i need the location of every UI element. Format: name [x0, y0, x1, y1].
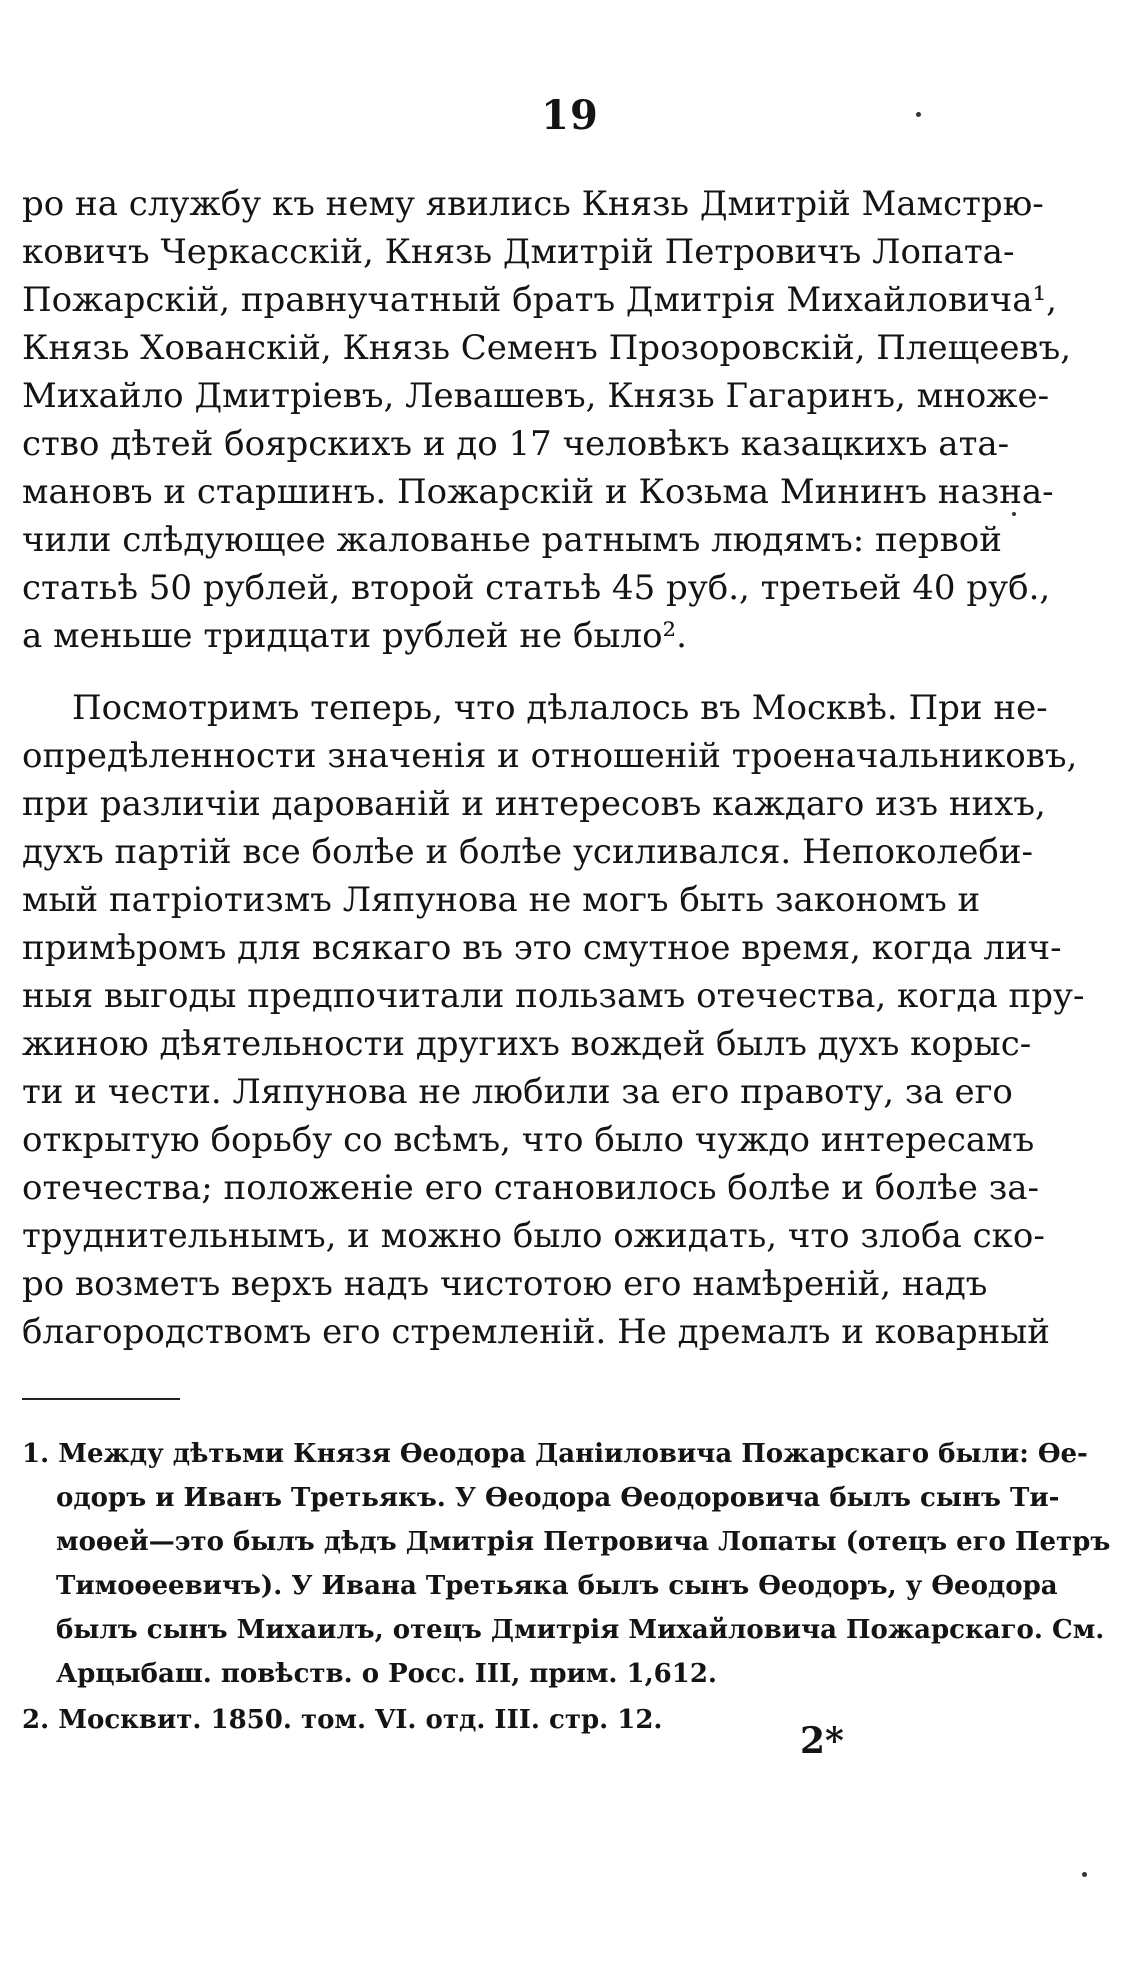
text-line: при различіи дарованій и интересовъ каждаго изъ нихъ, — [22, 784, 1046, 824]
text-line: примѣромъ для всякаго въ это смутное время, когда лич- — [22, 928, 1062, 968]
text-line: открытую борьбу со всѣмъ, что было чуждо интересамъ — [22, 1120, 1035, 1160]
dust-speck — [916, 112, 921, 117]
page-number: 19 — [541, 92, 599, 139]
text-line: Пожарскій, правнучатный братъ Дмитрія Михайловича¹, — [22, 280, 1057, 320]
text-line: мый патріотизмъ Ляпунова не могъ быть закономъ и — [22, 880, 981, 920]
text-line: Михайло Дмитріевъ, Левашевъ, Князь Гагаринъ, множе- — [22, 376, 1050, 416]
footnote-line: былъ сынъ Михаилъ, отецъ Дмитрія Михайловича Пожарскаго. См. — [56, 1615, 1105, 1645]
footnote-1 — [22, 1432, 1111, 1696]
text-line: Князь Хованскій, Князь Семенъ Прозоровскій, Плещеевъ, — [22, 328, 1072, 368]
text-line: ство дѣтей боярскихъ и до 17 человѣкъ казацкихъ ата- — [22, 424, 1010, 464]
text-line: а меньше тридцати рублей не было². — [22, 616, 687, 656]
signature-mark: 2* — [800, 1720, 844, 1762]
text-line: труднительнымъ, и можно было ожидать, что злоба ско- — [22, 1216, 1045, 1256]
paragraph-2 — [22, 684, 1085, 1356]
paragraph-1 — [22, 180, 1072, 660]
text-line: статьѣ 50 рублей, второй статьѣ 45 руб., третьей 40 руб., — [22, 568, 1051, 608]
footnote-line: Тимоѳеевичъ). У Ивана Третьяка былъ сынъ Ѳеодоръ, у Ѳеодора — [56, 1571, 1058, 1601]
footnote-divider — [22, 1398, 180, 1400]
dust-speck — [1012, 512, 1016, 516]
text-line: отечества; положеніе его становилось болѣе и болѣе за- — [22, 1168, 1039, 1208]
text-line: жиною дѣятельности другихъ вождей былъ духъ корыс- — [22, 1024, 1032, 1064]
text-line: опредѣленности значенія и отношеній троеначальниковъ, — [22, 736, 1078, 776]
text-line: ро на службу къ нему явились Князь Дмитрій Мамстрю- — [22, 184, 1044, 224]
text-line: Посмотримъ теперь, что дѣлалось въ Москвѣ. При не- — [72, 688, 1048, 728]
footnote-2: 2. Москвит. 1850. том. VI. отд. III. стр. 12. — [22, 1705, 663, 1735]
text-line: ныя выгоды предпочитали пользамъ отечества, когда пру- — [22, 976, 1085, 1016]
text-line: чили слѣдующее жалованье ратнымъ людямъ: первой — [22, 520, 1002, 560]
text-line: ти и чести. Ляпунова не любили за его правоту, за его — [22, 1072, 1013, 1112]
footnote-line: Арцыбаш. повѣств. о Росс. III, прим. 1,612. — [56, 1659, 717, 1689]
text-line: мановъ и старшинъ. Пожарскій и Козьма Мининъ назна- — [22, 472, 1054, 512]
footnote-line: 1. Между дѣтьми Князя Ѳеодора Даніиловича Пожарскаго были: Ѳе- — [22, 1439, 1088, 1469]
text-line: ро возметъ верхъ надъ чистотою его намѣреній, надъ — [22, 1264, 988, 1304]
footnote-line: моѳей—это былъ дѣдъ Дмитрія Петровича Лопаты (отецъ его Петръ — [56, 1527, 1111, 1557]
dust-speck — [1082, 1872, 1087, 1877]
footnote-line: одоръ и Иванъ Третьякъ. У Ѳеодора Ѳеодоровича былъ сынъ Ти- — [56, 1483, 1060, 1513]
text-line: благородствомъ его стремленій. Не дремалъ и коварный — [22, 1312, 1050, 1352]
text-line: ковичъ Черкасскій, Князь Дмитрій Петровичъ Лопата- — [22, 232, 1015, 272]
text-line: духъ партій все болѣе и болѣе усиливался. Непоколеби- — [22, 832, 1033, 872]
